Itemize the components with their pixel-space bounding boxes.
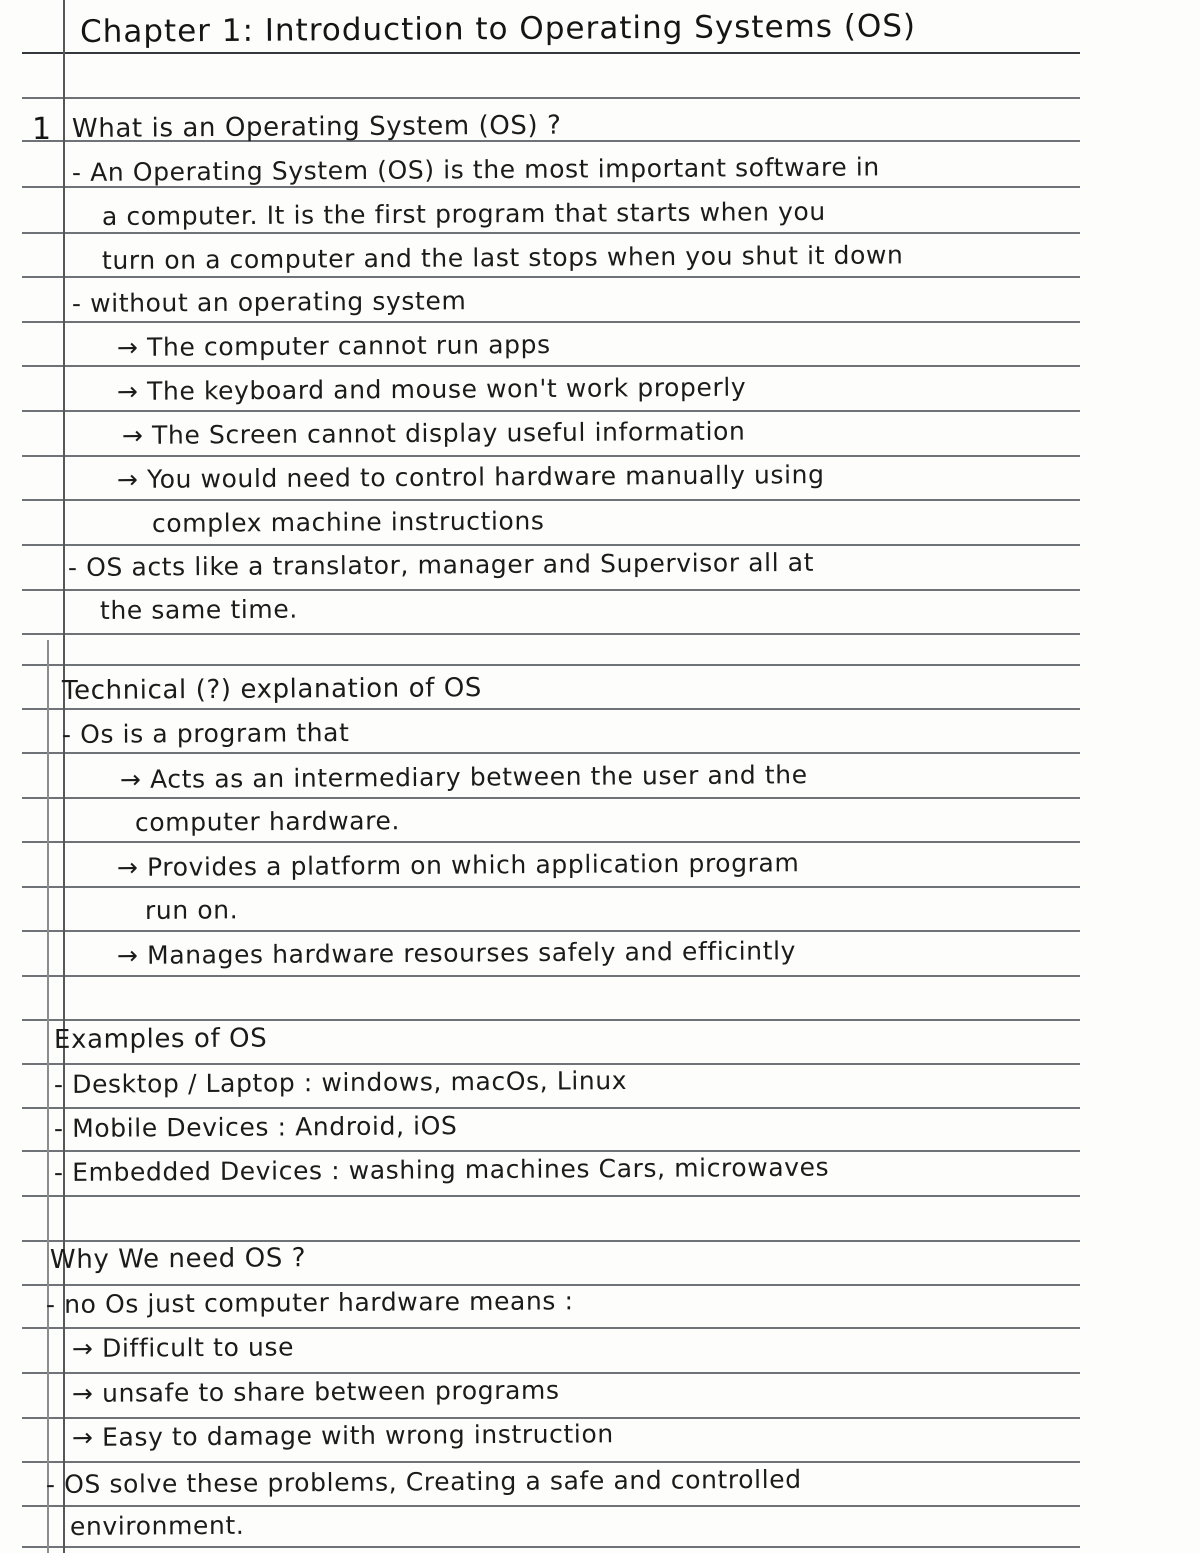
ruled-line <box>22 455 1080 457</box>
ruled-line <box>22 186 1080 188</box>
text-line: - Embedded Devices : washing machines Cars, microwaves <box>53 1152 830 1187</box>
text-line: - Desktop / Laptop : windows, macOs, Linux <box>53 1065 628 1099</box>
ruled-line <box>22 1372 1080 1374</box>
ruled-line <box>22 797 1080 799</box>
ruled-line <box>22 276 1080 278</box>
ruled-line <box>22 1505 1080 1507</box>
section-number: 1 <box>32 112 52 147</box>
ruled-line <box>22 1546 1080 1548</box>
ruled-line <box>22 1019 1080 1021</box>
ruled-line <box>22 633 1080 635</box>
ruled-line <box>22 52 1080 54</box>
text-line: → Manages hardware resourses safely and efficintly <box>116 936 797 970</box>
text-line: - An Operating System (OS) is the most important software in <box>71 152 880 187</box>
ruled-line <box>22 321 1080 323</box>
ruled-line <box>22 752 1080 754</box>
ruled-line <box>22 410 1080 412</box>
text-line: → unsafe to share between programs <box>71 1375 560 1408</box>
text-line: the same time. <box>99 594 298 625</box>
ruled-line <box>22 1063 1080 1065</box>
ruled-line <box>22 499 1080 501</box>
ruled-line <box>22 975 1080 977</box>
text-line: - Mobile Devices : Android, iOS <box>53 1111 458 1143</box>
text-line: → The Screen cannot display useful information <box>121 416 746 450</box>
text-line: → The keyboard and mouse won't work properly <box>116 372 747 406</box>
margin-line-lower <box>47 640 49 1553</box>
ruled-line <box>22 589 1080 591</box>
ruled-line <box>22 1107 1080 1109</box>
ruled-line <box>22 97 1080 99</box>
ruled-line <box>22 841 1080 843</box>
ruled-line <box>22 544 1080 546</box>
text-line: - OS acts like a translator, manager and Supervisor all at <box>67 547 815 582</box>
text-line: turn on a computer and the last stops when you shut it down <box>101 240 904 275</box>
text-line: → Difficult to use <box>71 1332 295 1363</box>
text-line: run on. <box>144 895 239 925</box>
ruled-line <box>22 1327 1080 1329</box>
ruled-line <box>22 930 1080 932</box>
text-line: - without an operating system <box>71 286 467 318</box>
ruled-line <box>22 232 1080 234</box>
section-heading-what-is: What is an Operating System (OS) ? <box>71 110 562 144</box>
ruled-line <box>22 1240 1080 1242</box>
text-line: → The computer cannot run apps <box>116 329 551 362</box>
text-line: → Easy to damage with wrong instruction <box>71 1419 614 1452</box>
text-line: a computer. It is the first program that starts when you <box>101 196 826 231</box>
ruled-line <box>22 1150 1080 1152</box>
text-line: environment. <box>69 1510 245 1541</box>
text-line: - no Os just computer hardware means : <box>45 1286 574 1319</box>
text-line: computer hardware. <box>134 806 401 837</box>
ruled-line <box>22 664 1080 666</box>
text-line: → You would need to control hardware manually using <box>116 460 825 494</box>
ruled-line <box>22 1461 1080 1463</box>
text-line: → Acts as an intermediary between the user and the <box>119 760 808 794</box>
section-heading-technical: Technical (?) explanation of OS <box>61 673 483 706</box>
ruled-line <box>22 365 1080 367</box>
text-line: complex machine instructions <box>151 506 545 538</box>
section-heading-examples: Examples of OS <box>53 1023 268 1055</box>
ruled-line <box>22 886 1080 888</box>
ruled-line <box>22 708 1080 710</box>
text-line: - OS solve these problems, Creating a safe and controlled <box>45 1464 802 1499</box>
text-line: → Provides a platform on which application program <box>116 848 800 882</box>
text-line: - Os is a program that <box>61 717 350 749</box>
section-heading-why: Why We need OS ? <box>49 1243 307 1275</box>
ruled-line <box>22 1195 1080 1197</box>
margin-line <box>63 0 65 1553</box>
page-title: Chapter 1: Introduction to Operating Systems (OS) <box>79 8 917 50</box>
